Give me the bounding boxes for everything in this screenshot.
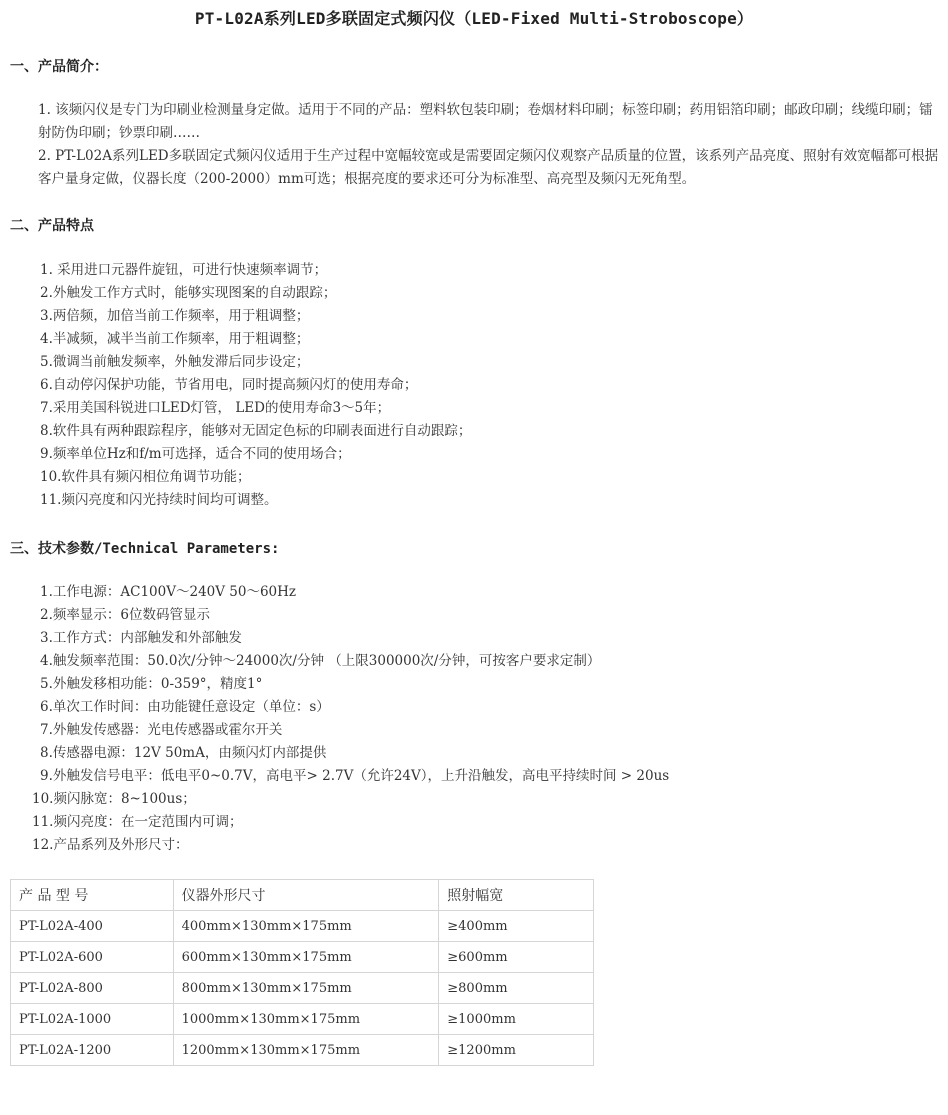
table-row xyxy=(11,911,594,942)
list-item: 5.外触发移相功能：0-359°，精度1° xyxy=(40,676,263,692)
table-cell: ≥1200mm xyxy=(439,1035,594,1066)
section-heading-parameters: 三、技术参数/Technical Parameters: xyxy=(10,541,280,557)
list-item: 9.外触发信号电平：低电平0~0.7V，高电平> 2.7V（允许24V），上升沿触发，高电平持续时间 > 20us xyxy=(40,768,670,784)
list-item: 8.软件具有两种跟踪程序，能够对无固定色标的印刷表面进行自动跟踪； xyxy=(40,423,472,439)
list-item: 3.工作方式：内部触发和外部触发 xyxy=(40,630,242,646)
column-header-model: 产 品 型 号 xyxy=(11,880,174,911)
column-header-width: 照射幅宽 xyxy=(439,880,594,911)
page-title: PT-L02A系列LED多联固定式频闪仪（LED-Fixed Multi-Stroboscope） xyxy=(194,9,754,28)
list-item: 11.频闪亮度和闪光持续时间均可调整。 xyxy=(40,492,278,508)
section-heading-intro: 一、产品简介： xyxy=(10,59,108,75)
list-item: 6.自动停闪保护功能，节省用电，同时提高频闪灯的使用寿命； xyxy=(40,377,418,393)
list-item: 4.触发频率范围：50.0次/分钟～24000次/分钟 （上限300000次/分钟，可按客户要求定制） xyxy=(40,653,601,669)
table-cell: 1200mm×130mm×175mm xyxy=(173,1035,439,1066)
intro-paragraph-1: 1. 该频闪仪是专门为印刷业检测量身定做。适用于不同的产品：塑料软包装印刷；卷烟材料印刷；标签印刷；药用铝箔印刷；邮政印刷；线缆印刷；镭射防伪印刷；钞票印刷…… xyxy=(38,102,933,141)
table-cell: PT-L02A-600 xyxy=(11,942,174,973)
table-cell: PT-L02A-1000 xyxy=(11,1004,174,1035)
list-item: 2.频率显示：6位数码管显示 xyxy=(40,607,210,623)
list-item: 1. 采用进口元器件旋钮，可进行快速频率调节； xyxy=(40,262,328,278)
list-item: 6.单次工作时间：由功能键任意设定（单位：s） xyxy=(40,699,330,715)
table-row xyxy=(11,942,594,973)
table-cell: 400mm×130mm×175mm xyxy=(173,911,439,942)
feature-list xyxy=(40,259,930,512)
table-cell: PT-L02A-400 xyxy=(11,911,174,942)
section-heading-features: 二、产品特点 xyxy=(10,218,94,234)
list-item: 9.频率单位Hz和f/m可选择，适合不同的使用场合； xyxy=(40,446,351,462)
table-header-row xyxy=(11,880,594,911)
intro-text xyxy=(10,99,940,191)
table-cell: ≥800mm xyxy=(439,973,594,1004)
table-row xyxy=(11,1004,594,1035)
list-item: 1.工作电源：AC100V～240V 50～60Hz xyxy=(40,584,297,600)
list-item: 8.传感器电源：12V 50mA，由频闪灯内部提供 xyxy=(40,745,327,761)
table-cell: ≥400mm xyxy=(439,911,594,942)
parameter-list xyxy=(32,581,930,857)
list-item: 7.外触发传感器：光电传感器或霍尔开关 xyxy=(40,722,283,738)
table-cell: 1000mm×130mm×175mm xyxy=(173,1004,439,1035)
table-cell: ≥1000mm xyxy=(439,1004,594,1035)
table-row xyxy=(11,973,594,1004)
table-cell: 800mm×130mm×175mm xyxy=(173,973,439,1004)
list-item: 2.外触发工作方式时，能够实现图案的自动跟踪； xyxy=(40,285,337,301)
list-item: 10.频闪脉宽：8~100us； xyxy=(32,791,196,807)
list-item: 5.微调当前触发频率，外触发滞后同步设定； xyxy=(40,354,310,370)
list-item: 11.频闪亮度：在一定范围内可调； xyxy=(32,814,243,830)
column-header-dimensions: 仪器外形尺寸 xyxy=(173,880,439,911)
table-cell: PT-L02A-1200 xyxy=(11,1035,174,1066)
list-item: 4.半减频，减半当前工作频率，用于粗调整； xyxy=(40,331,310,347)
list-item: 12.产品系列及外形尺寸： xyxy=(32,837,189,853)
intro-paragraph-2: 2. PT-L02A系列LED多联固定式频闪仪适用于生产过程中宽幅较宽或是需要固定频闪仪观察产品质量的位置，该系列产品亮度、照射有效宽幅都可根据客户量身定做，仪器长度（200-2000）mm可选；根据亮度的要求还可分为标准型、高亮型及频闪无死角型。 xyxy=(38,148,939,187)
table-cell: 600mm×130mm×175mm xyxy=(173,942,439,973)
list-item: 7.采用美国科锐进口LED灯管， LED的使用寿命3～5年； xyxy=(40,400,391,416)
table-cell: ≥600mm xyxy=(439,942,594,973)
product-series-table xyxy=(10,879,594,1066)
table-row xyxy=(11,1035,594,1066)
list-item: 3.两倍频，加倍当前工作频率，用于粗调整； xyxy=(40,308,310,324)
table-cell: PT-L02A-800 xyxy=(11,973,174,1004)
list-item: 10.软件具有频闪相位角调节功能； xyxy=(40,469,251,485)
